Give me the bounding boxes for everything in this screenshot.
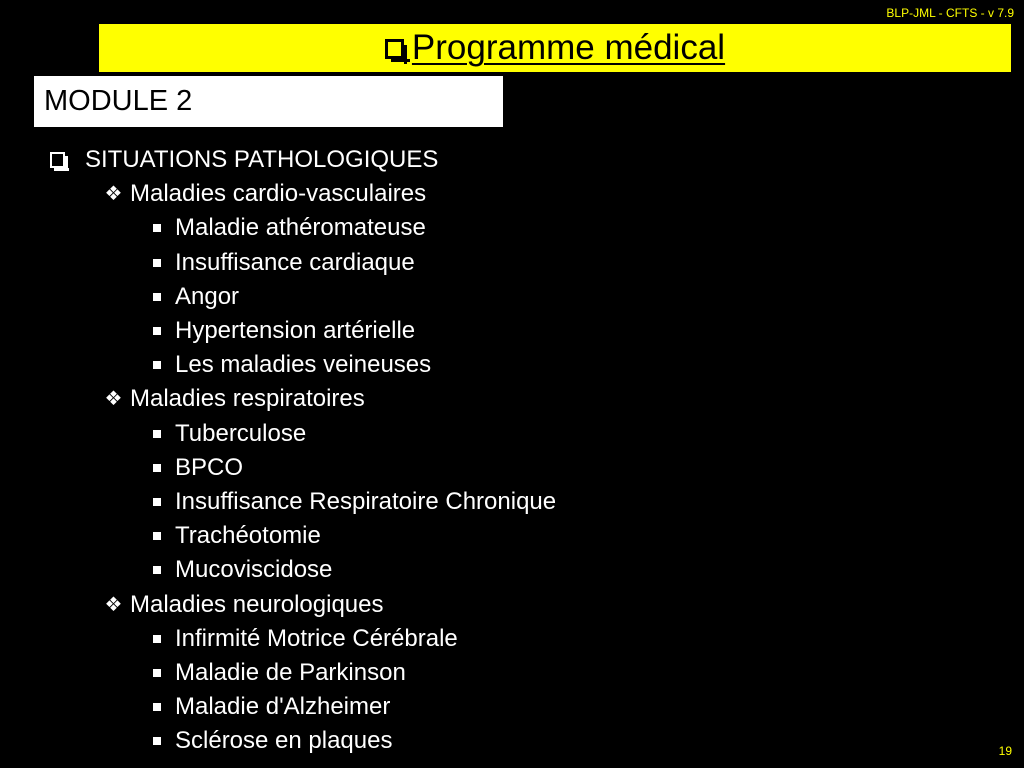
filled-square-bullet-icon	[153, 259, 161, 267]
outline-group-label: Maladies neurologiques	[130, 590, 384, 618]
outline-heading-text: SITUATIONS PATHOLOGIQUES	[85, 146, 439, 174]
list-item-text: Mucoviscidose	[175, 556, 333, 584]
outline-group	[0, 587, 1024, 621]
list-item	[0, 417, 1024, 451]
filled-square-bullet-icon	[153, 669, 161, 677]
list-item-text: Trachéotomie	[175, 522, 321, 550]
list-item	[0, 451, 1024, 485]
list-item-text: Insuffisance cardiaque	[175, 248, 415, 276]
filled-square-bullet-icon	[153, 498, 161, 506]
module-label: MODULE 2	[44, 85, 193, 117]
filled-square-bullet-icon	[153, 464, 161, 472]
list-item	[0, 314, 1024, 348]
outline-group	[0, 177, 1024, 211]
list-item	[0, 724, 1024, 758]
filled-square-bullet-icon	[153, 361, 161, 369]
list-item	[0, 622, 1024, 656]
filled-square-bullet-icon	[153, 635, 161, 643]
list-item-text: Sclérose en plaques	[175, 727, 393, 755]
version-label: BLP-JML - CFTS - v 7.9	[886, 6, 1014, 20]
four-diamond-bullet-icon: ❖	[104, 593, 123, 616]
list-item	[0, 519, 1024, 553]
list-item	[0, 348, 1024, 382]
filled-square-bullet-icon	[153, 293, 161, 301]
list-item-text: Les maladies veineuses	[175, 351, 432, 379]
filled-square-bullet-icon	[153, 327, 161, 335]
filled-square-bullet-icon	[153, 224, 161, 232]
list-item	[0, 553, 1024, 587]
filled-square-bullet-icon	[153, 532, 161, 540]
list-item-text: Tuberculose	[175, 419, 307, 447]
list-item	[0, 690, 1024, 724]
filled-square-bullet-icon	[153, 566, 161, 574]
outline-heading	[0, 143, 1024, 177]
list-item-text: Maladie athéromateuse	[175, 214, 426, 242]
list-item-text: Angor	[175, 282, 240, 310]
hollow-square-bullet-icon	[50, 152, 65, 168]
list-item-text: Maladie d'Alzheimer	[175, 693, 391, 721]
list-item	[0, 656, 1024, 690]
four-diamond-bullet-icon: ❖	[104, 183, 123, 206]
filled-square-bullet-icon	[153, 703, 161, 711]
list-item-text: Hypertension artérielle	[175, 317, 416, 345]
outline-group-label: Maladies respiratoires	[130, 385, 365, 413]
list-item	[0, 485, 1024, 519]
outline-list	[0, 143, 1024, 758]
outline-group	[0, 382, 1024, 416]
slide-title: Programme médical	[411, 28, 726, 67]
list-item-text: Maladie de Parkinson	[175, 658, 406, 686]
list-item	[0, 246, 1024, 280]
list-item	[0, 280, 1024, 314]
filled-square-bullet-icon	[153, 737, 161, 745]
list-item-text: Insuffisance Respiratoire Chronique	[175, 487, 557, 515]
list-item-text: BPCO	[175, 453, 244, 481]
outline-group-label: Maladies cardio-vasculaires	[130, 180, 427, 208]
four-diamond-bullet-icon: ❖	[104, 388, 123, 411]
module-label-box	[34, 76, 503, 127]
title-bar	[99, 24, 1011, 72]
filled-square-bullet-icon	[153, 430, 161, 438]
list-item	[0, 211, 1024, 245]
list-item-text: Infirmité Motrice Cérébrale	[175, 624, 458, 652]
page-number: 19	[998, 744, 1012, 758]
hollow-square-bullet-icon	[385, 39, 404, 59]
